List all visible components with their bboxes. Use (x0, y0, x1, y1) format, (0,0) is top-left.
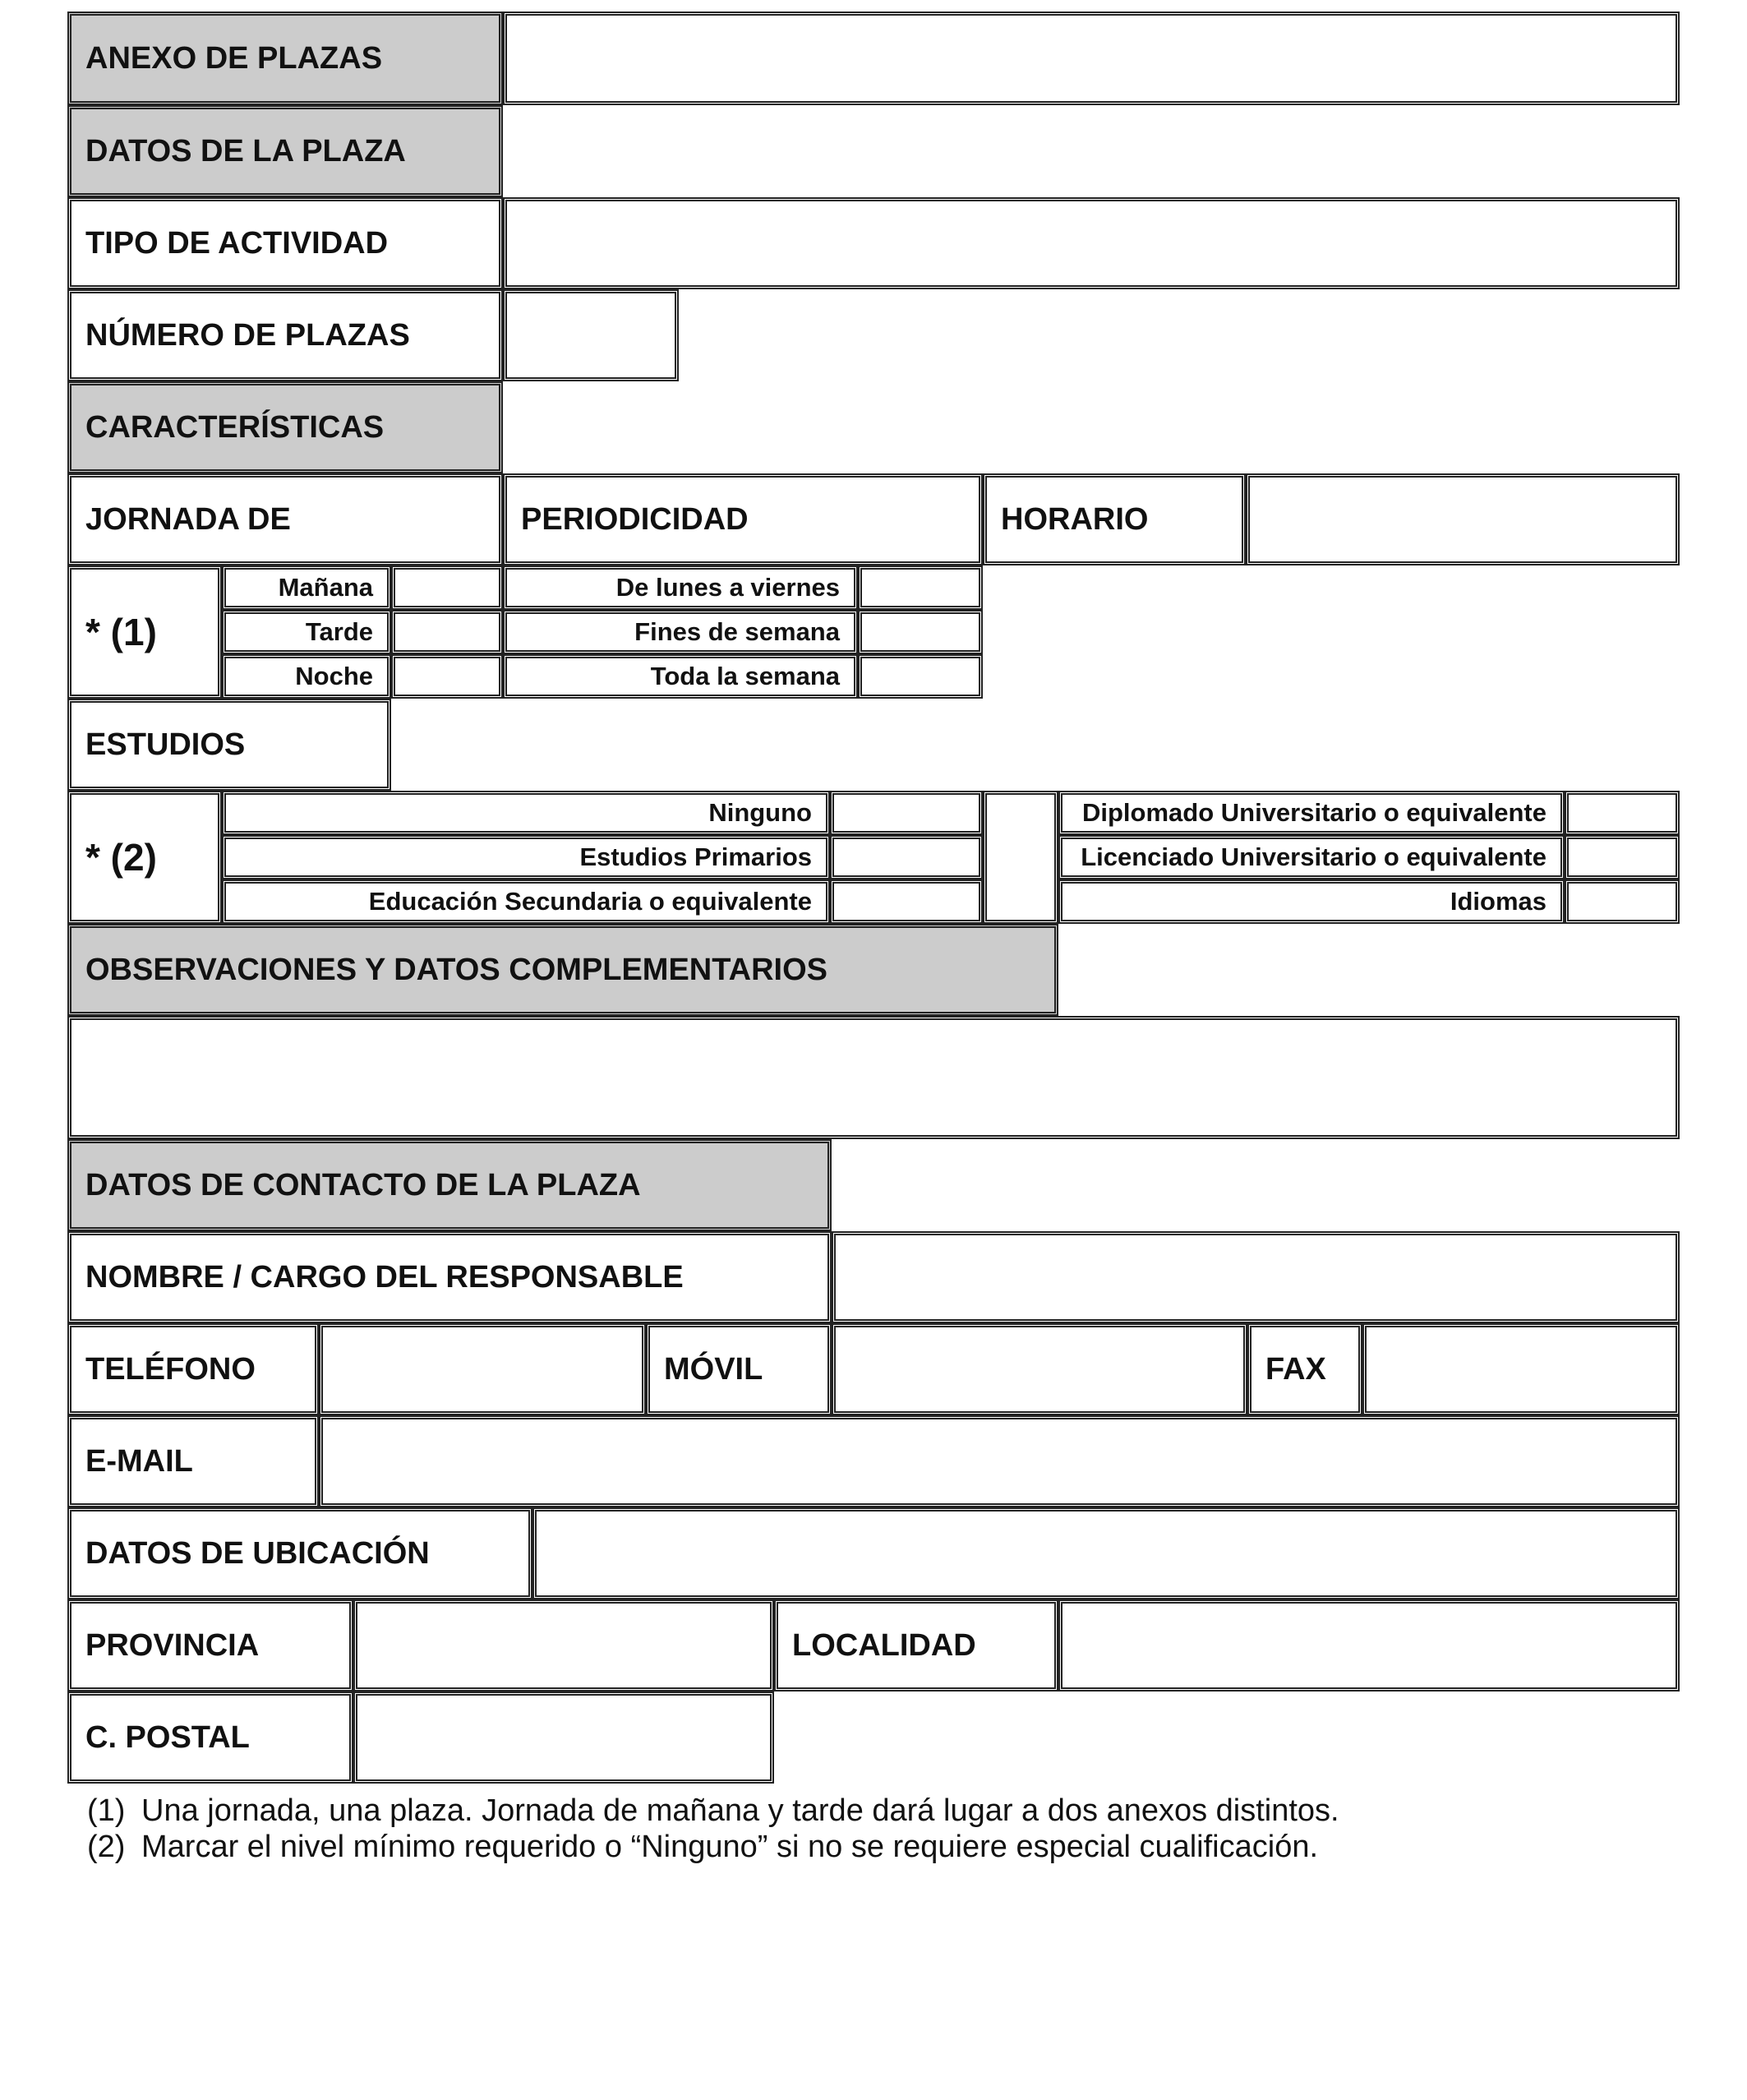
periodicidad-checkbox-fines-semana[interactable] (858, 610, 983, 654)
estudios-checkbox-primarios[interactable] (830, 835, 983, 879)
jornada-checkbox-tarde[interactable] (391, 610, 503, 654)
estudios-checkbox-licenciado[interactable] (1565, 835, 1680, 879)
caracteristicas-label: CARACTERÍSTICAS (85, 409, 385, 445)
periodicidad-option-fines-semana: Fines de semana (634, 617, 840, 646)
nombre-cargo-label: NOMBRE / CARGO DEL RESPONSABLE (85, 1259, 684, 1295)
estudios-checkbox-ninguno[interactable] (830, 791, 983, 835)
jornada-checkbox-noche[interactable] (391, 654, 503, 699)
horario-field[interactable] (1246, 473, 1680, 565)
email-field[interactable] (319, 1415, 1680, 1507)
jornada-option-manana: Mañana (278, 573, 373, 602)
tipo-actividad-field[interactable] (503, 197, 1680, 289)
footnote-1-number: (1) (87, 1793, 126, 1828)
jornada-mark: * (1) (85, 611, 157, 653)
estudios-checkbox-idiomas[interactable] (1565, 879, 1680, 924)
jornada-checkbox-manana[interactable] (391, 565, 503, 610)
estudios-option-idiomas: Idiomas (1450, 887, 1546, 916)
cpostal-field[interactable] (353, 1692, 774, 1784)
numero-plazas-label: NÚMERO DE PLAZAS (85, 317, 410, 353)
jornada-header: JORNADA DE (85, 501, 291, 537)
periodicidad-option-lunes-viernes: De lunes a viernes (615, 573, 840, 602)
footnote-2-text: Marcar el nivel mínimo requerido o “Ninguno” si no se requiere especial cualificación. (141, 1830, 1319, 1864)
ubicacion-field[interactable] (532, 1507, 1680, 1599)
horario-header: HORARIO (1001, 501, 1149, 537)
jornada-option-tarde: Tarde (305, 617, 373, 646)
estudios-option-licenciado: Licenciado Universitario o equivalente (1081, 842, 1546, 871)
footnote-1-text: Una jornada, una plaza. Jornada de mañana y tarde dará lugar a dos anexos distintos. (141, 1793, 1339, 1828)
footnote-1 (87, 1793, 1339, 1829)
datos-plaza-label: DATOS DE LA PLAZA (85, 133, 406, 168)
anexo-field[interactable] (503, 12, 1680, 105)
observaciones-label: OBSERVACIONES Y DATOS COMPLEMENTARIOS (85, 952, 827, 987)
estudios-option-secundaria: Educación Secundaria o equivalente (368, 887, 812, 916)
localidad-field[interactable] (1058, 1599, 1680, 1692)
numero-plazas-field[interactable] (503, 289, 679, 381)
anexo-label: ANEXO DE PLAZAS (85, 40, 383, 76)
email-label: E-MAIL (85, 1443, 193, 1479)
periodicidad-checkbox-lunes-viernes[interactable] (858, 565, 983, 610)
periodicidad-header: PERIODICIDAD (521, 501, 749, 537)
estudios-option-primarios: Estudios Primarios (579, 842, 812, 871)
estudios-option-diplomado: Diplomado Universitario o equivalente (1081, 798, 1546, 827)
estudios-checkbox-secundaria[interactable] (830, 879, 983, 924)
periodicidad-checkbox-toda-semana[interactable] (858, 654, 983, 699)
contacto-label: DATOS DE CONTACTO DE LA PLAZA (85, 1167, 641, 1202)
localidad-label: LOCALIDAD (792, 1627, 976, 1663)
cpostal-label: C. POSTAL (85, 1719, 250, 1755)
telefono-field[interactable] (319, 1323, 646, 1415)
ubicacion-label: DATOS DE UBICACIÓN (85, 1535, 430, 1571)
provincia-label: PROVINCIA (85, 1627, 260, 1663)
tipo-actividad-label: TIPO DE ACTIVIDAD (85, 225, 389, 261)
estudios-label: ESTUDIOS (85, 727, 246, 762)
footnote-2-number: (2) (87, 1830, 126, 1864)
footnote-2 (87, 1830, 1318, 1865)
periodicidad-option-toda-semana: Toda la semana (650, 662, 840, 690)
observaciones-field[interactable] (67, 1016, 1680, 1139)
jornada-option-noche: Noche (295, 662, 373, 690)
movil-label: MÓVIL (664, 1351, 763, 1387)
nombre-cargo-field[interactable] (832, 1231, 1680, 1323)
fax-label: FAX (1265, 1351, 1326, 1387)
estudios-checkbox-diplomado[interactable] (1565, 791, 1680, 835)
estudios-option-ninguno: Ninguno (708, 798, 812, 827)
movil-field[interactable] (832, 1323, 1247, 1415)
estudios-spacer-cell (983, 791, 1058, 924)
fax-field[interactable] (1362, 1323, 1680, 1415)
estudios-mark: * (2) (85, 836, 157, 879)
provincia-field[interactable] (353, 1599, 774, 1692)
telefono-label: TELÉFONO (85, 1351, 256, 1387)
